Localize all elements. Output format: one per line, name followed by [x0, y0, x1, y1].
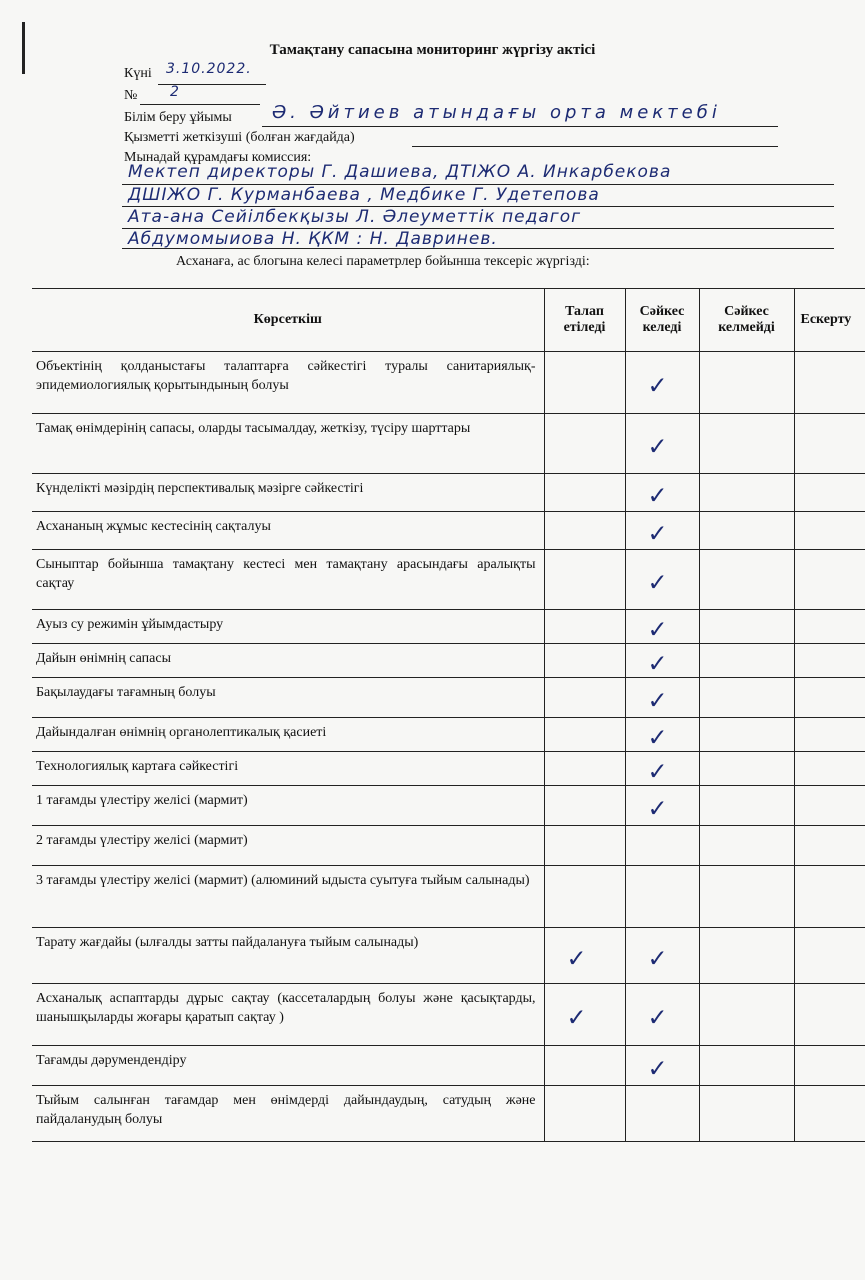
required-cell [544, 414, 625, 474]
noncompliant-cell [699, 414, 794, 474]
checkmark-compliant: ✓ [647, 370, 668, 399]
note-cell [794, 826, 865, 866]
noncompliant-cell [699, 678, 794, 718]
table-row [32, 414, 865, 474]
noncompliant-cell [699, 352, 794, 414]
indicator-text: Объектінің қолданыстағы талаптарға сәйкестігі туралы санитариялық-эпидемиологиялық қорытындының болуы [32, 352, 544, 414]
compliant-cell [625, 352, 699, 414]
noncompliant-cell [699, 474, 794, 512]
checkmark-required: ✓ [566, 943, 587, 972]
indicator-text: Тарату жағдайы (ылғалды затты пайдалануға тыйым салынады) [32, 928, 544, 984]
date-label: Күні [124, 66, 152, 81]
checkmark-compliant: ✓ [647, 756, 668, 785]
checkmark-compliant: ✓ [647, 685, 668, 714]
checkmark-compliant: ✓ [647, 614, 668, 643]
compliant-cell [625, 1086, 699, 1142]
required-cell [544, 352, 625, 414]
compliant-cell [625, 866, 699, 928]
indicator-text: Тағамды дәрумендендіру [32, 1046, 544, 1086]
noncompliant-cell [699, 550, 794, 610]
table-row [32, 678, 865, 718]
note-cell [794, 414, 865, 474]
required-cell [544, 678, 625, 718]
indicator-text: 2 тағамды үлестіру желісі (мармит) [32, 826, 544, 866]
commission-line-2: ДШІЖО Г. Курманбаева , Медбике Г. Удетепова [128, 185, 600, 205]
compliant-cell [625, 752, 699, 786]
noncompliant-cell [699, 928, 794, 984]
header-noncompliant: Сәйкес келмейді [699, 289, 794, 352]
note-cell [794, 1046, 865, 1086]
table-row [32, 644, 865, 678]
required-cell [544, 786, 625, 826]
note-cell [794, 1086, 865, 1142]
table-row [32, 718, 865, 752]
table-row [32, 984, 865, 1046]
noncompliant-cell [699, 1046, 794, 1086]
noncompliant-cell [699, 718, 794, 752]
noncompliant-cell [699, 752, 794, 786]
checkmark-compliant: ✓ [647, 943, 668, 972]
commission-line-1: Мектеп директоры Г. Дашиева, ДТІЖО А. Инкарбекова [128, 162, 672, 182]
table-row [32, 474, 865, 512]
checkmark-compliant: ✓ [647, 518, 668, 547]
commission-line-3: Ата-ана Сейілбекқызы Л. Әлеуметтік педагог [128, 207, 582, 227]
table-row [32, 786, 865, 826]
note-cell [794, 928, 865, 984]
noncompliant-cell [699, 644, 794, 678]
indicator-text: Дайындалған өнімнің органолептикалық қасиеті [32, 718, 544, 752]
indicator-text: 3 тағамды үлестіру желісі (мармит) (алюминий ыдыста суытуға тыйым салынады) [32, 866, 544, 928]
compliant-cell [625, 474, 699, 512]
table-row [32, 826, 865, 866]
indicator-text: Тамақ өнімдерінің сапасы, оларды тасымалдау, жеткізу, түсіру шарттары [32, 414, 544, 474]
indicator-text: Күнделікті мәзірдің перспективалық мәзірге сәйкестігі [32, 474, 544, 512]
compliant-cell [625, 610, 699, 644]
noncompliant-cell [699, 786, 794, 826]
checkmark-compliant: ✓ [647, 567, 668, 596]
note-cell [794, 984, 865, 1046]
number-value: 2 [170, 84, 180, 100]
intro-text: Асханаға, ас блогына келесі параметрлер бойынша тексеріс жүргізді: [176, 254, 590, 269]
indicator-text: Дайын өнімнің сапасы [32, 644, 544, 678]
compliant-cell [625, 678, 699, 718]
table-row [32, 1086, 865, 1142]
checkmark-compliant: ✓ [647, 480, 668, 509]
noncompliant-cell [699, 826, 794, 866]
table-row [32, 928, 865, 984]
note-cell [794, 678, 865, 718]
date-value: 3.10.2022. [166, 61, 252, 77]
required-cell [544, 474, 625, 512]
required-cell [544, 984, 625, 1046]
indicator-text: Сыныптар бойынша тамақтану кестесі мен тамақтану арасындағы аралықты сақтау [32, 550, 544, 610]
compliant-cell [625, 826, 699, 866]
checkmark-compliant: ✓ [647, 1053, 668, 1082]
noncompliant-cell [699, 866, 794, 928]
compliant-cell [625, 550, 699, 610]
noncompliant-cell [699, 984, 794, 1046]
checkmark-required: ✓ [566, 1002, 587, 1031]
note-cell [794, 752, 865, 786]
org-value: Ә. Әйтиев атындағы орта мектебі [272, 102, 721, 123]
required-cell [544, 866, 625, 928]
compliant-cell [625, 718, 699, 752]
number-label: № [124, 88, 138, 103]
note-cell [794, 866, 865, 928]
commission-label: Мынадай құрамдағы комиссия: [124, 150, 312, 165]
checkmark-compliant: ✓ [647, 722, 668, 751]
noncompliant-cell [699, 512, 794, 550]
checkmark-compliant: ✓ [647, 1002, 668, 1031]
compliant-cell [625, 644, 699, 678]
table-row [32, 752, 865, 786]
checkmark-compliant: ✓ [647, 648, 668, 677]
required-cell [544, 826, 625, 866]
compliant-cell [625, 928, 699, 984]
table-row [32, 866, 865, 928]
commission-line-4: Абдумомыиова Н. ҚКМ : Н. Давринев. [128, 229, 498, 249]
header-note: Ескерту [794, 289, 865, 352]
indicator-text: Асхананың жұмыс кестесінің сақталуы [32, 512, 544, 550]
table-row [32, 550, 865, 610]
indicator-text: Ауыз су режимін ұйымдастыру [32, 610, 544, 644]
table-row [32, 1046, 865, 1086]
org-underline [262, 126, 778, 127]
number-underline [140, 104, 260, 105]
note-cell [794, 512, 865, 550]
required-cell [544, 752, 625, 786]
table-row [32, 610, 865, 644]
required-cell [544, 1086, 625, 1142]
checkmark-compliant: ✓ [647, 793, 668, 822]
compliant-cell [625, 414, 699, 474]
supplier-underline [412, 146, 778, 147]
org-label: Білім беру ұйымы [124, 110, 232, 125]
table-row [32, 352, 865, 414]
note-cell [794, 474, 865, 512]
indicator-text: Бақылаудағы тағамның болуы [32, 678, 544, 718]
noncompliant-cell [699, 1086, 794, 1142]
required-cell [544, 928, 625, 984]
indicator-text: 1 тағамды үлестіру желісі (мармит) [32, 786, 544, 826]
compliant-cell [625, 984, 699, 1046]
compliant-cell [625, 1046, 699, 1086]
indicator-text: Асханалық аспаптарды дұрыс сақтау (кассеталардың болуы және қасықтарды, шанышқыларды жоғары қаратып сақтау ) [32, 984, 544, 1046]
noncompliant-cell [699, 610, 794, 644]
required-cell [544, 512, 625, 550]
required-cell [544, 644, 625, 678]
header-required: Талап етіледі [544, 289, 625, 352]
note-cell [794, 610, 865, 644]
table-row [32, 512, 865, 550]
required-cell [544, 550, 625, 610]
required-cell [544, 1046, 625, 1086]
note-cell [794, 786, 865, 826]
header-indicator: Көрсеткіш [32, 289, 544, 352]
indicator-text: Технологиялық картаға сәйкестігі [32, 752, 544, 786]
supplier-label: Қызметті жеткізуші (болған жағдайда) [124, 130, 355, 145]
checklist-table [32, 288, 865, 1142]
compliant-cell [625, 512, 699, 550]
required-cell [544, 610, 625, 644]
header-compliant: Сәйкес келеді [625, 289, 699, 352]
note-cell [794, 550, 865, 610]
table-header-row [32, 289, 865, 352]
document-title: Тамақтану сапасына мониторинг жүргізу актісі [269, 42, 596, 58]
note-cell [794, 644, 865, 678]
note-cell [794, 352, 865, 414]
compliant-cell [625, 786, 699, 826]
required-cell [544, 718, 625, 752]
checkmark-compliant: ✓ [647, 431, 668, 460]
indicator-text: Тыйым салынған тағамдар мен өнімдерді дайындаудың, сатудың және пайдаланудың болуы [32, 1086, 544, 1142]
note-cell [794, 718, 865, 752]
